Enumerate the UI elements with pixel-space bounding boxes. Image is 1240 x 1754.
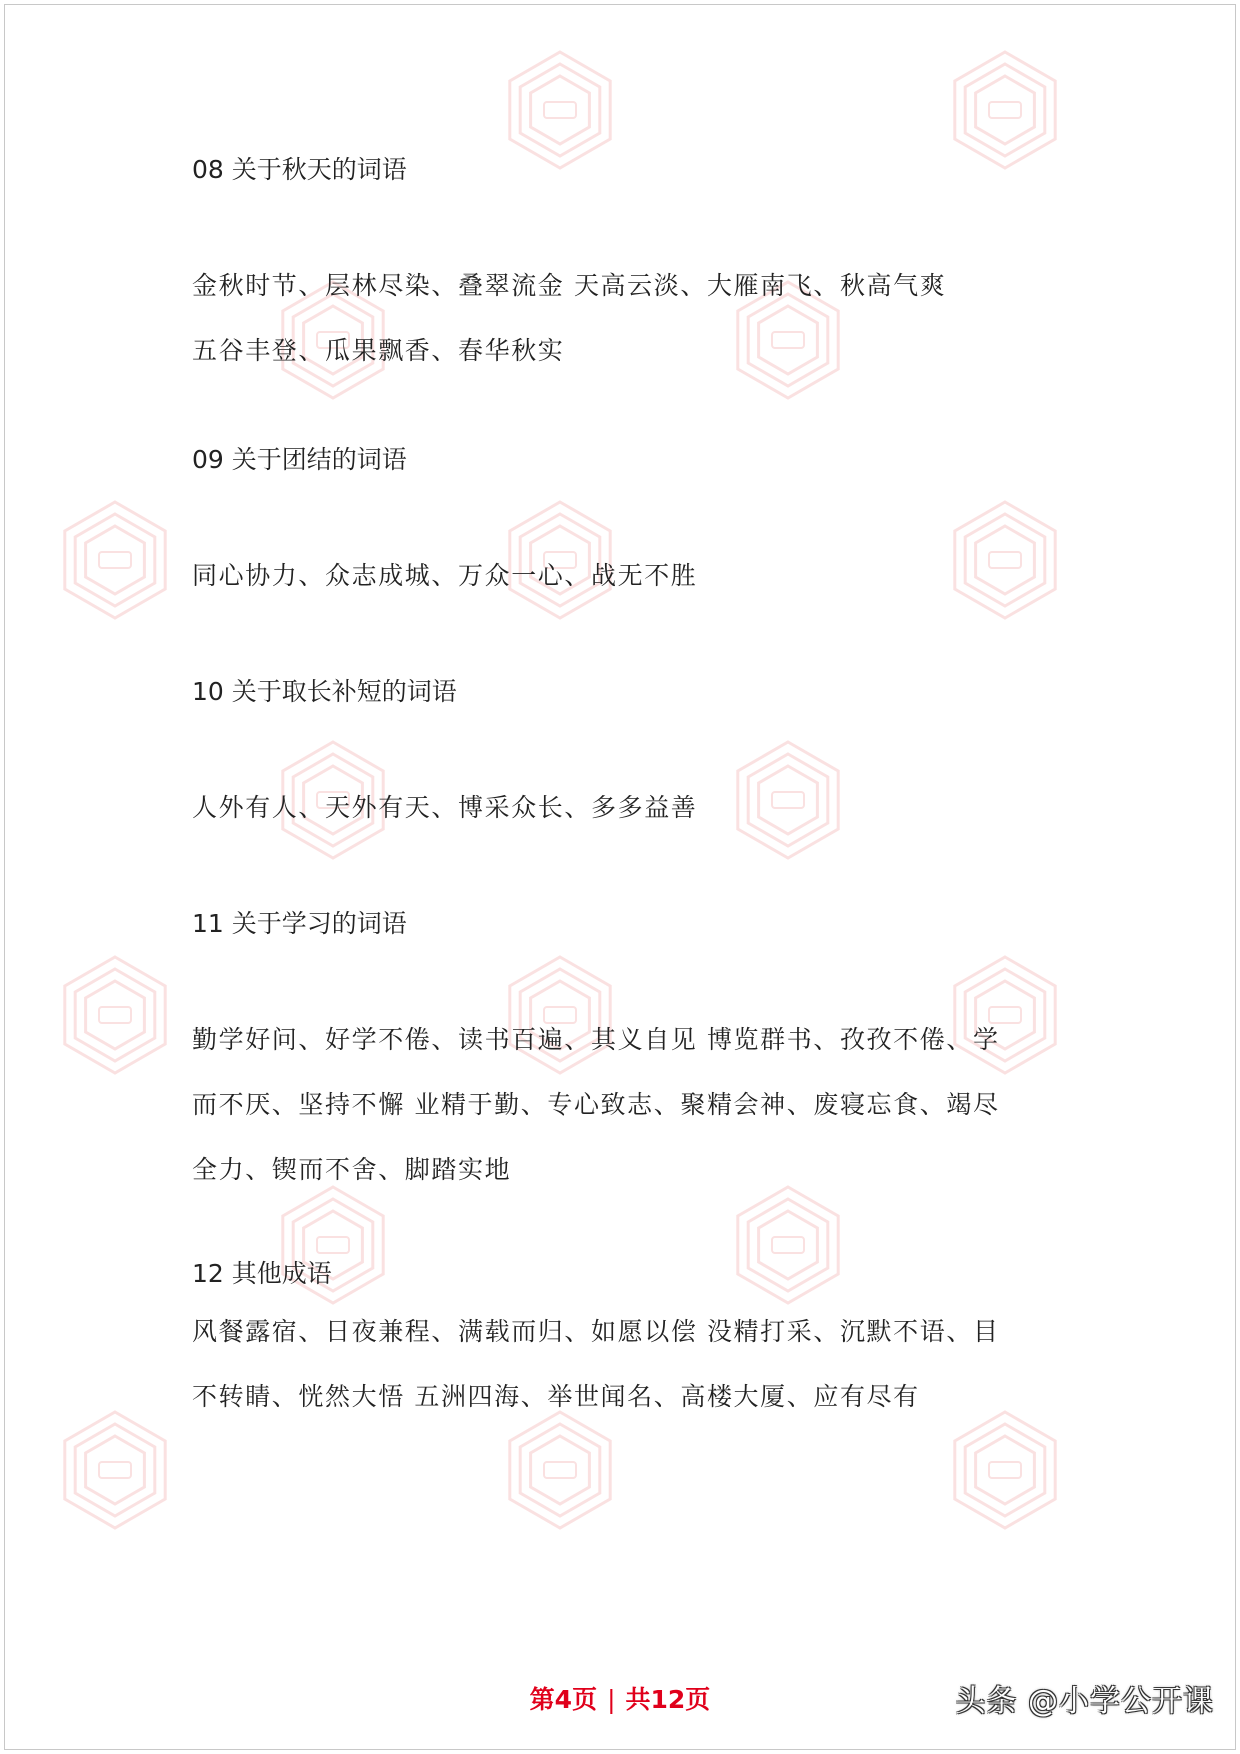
current-page: 第4页 [529, 1685, 598, 1714]
section-autumn [192, 153, 1062, 187]
watermark-hexagon-icon [955, 1412, 1055, 1528]
body-line: 勤学好问、好学不倦、读书百遍、其义自见 博览群书、孜孜不倦、学 [192, 1025, 1000, 1054]
watermark-hexagon-icon [510, 1412, 610, 1528]
watermark-hexagon-icon [65, 1412, 165, 1528]
total-pages: 共12页 [625, 1685, 711, 1714]
section-strengths [192, 675, 1062, 709]
section-unity [192, 443, 1062, 477]
watermark-hexagon-icon [510, 52, 610, 168]
body-line: 同心协力、众志成城、万众一心、战无不胜 [192, 561, 698, 590]
body-line: 金秋时节、层林尽染、叠翠流金 天高云淡、大雁南飞、秋高气爽 [192, 271, 947, 300]
body-line: 而不厌、坚持不懈 业精于勤、专心致志、聚精会神、废寝忘食、竭尽 [192, 1090, 1000, 1119]
document-page [4, 4, 1236, 1750]
source-watermark: 头条 @小学公开课 [955, 1684, 1214, 1719]
body-line: 全力、锲而不舍、脚踏实地 [192, 1155, 512, 1184]
section-heading: 09 关于团结的词语 [192, 445, 407, 474]
watermark-hexagon-icon [955, 52, 1055, 168]
section-unity-body [192, 543, 1062, 608]
page-separator: | [607, 1685, 616, 1714]
section-other-body [192, 1299, 1062, 1429]
body-line: 五谷丰登、瓜果飘香、春华秋实 [192, 336, 565, 365]
section-other [192, 1257, 1062, 1291]
body-line: 不转睛、恍然大悟 五洲四海、举世闻名、高楼大厦、应有尽有 [192, 1382, 920, 1411]
section-study-body [192, 1007, 1062, 1202]
watermark-hexagon-icon [65, 957, 165, 1073]
section-heading: 08 关于秋天的词语 [192, 155, 407, 184]
watermark-hexagon-icon [65, 502, 165, 618]
body-line: 人外有人、天外有天、博采众长、多多益善 [192, 793, 698, 822]
section-strengths-body [192, 775, 1062, 840]
section-study [192, 907, 1062, 941]
section-heading: 10 关于取长补短的词语 [192, 677, 457, 706]
body-line: 风餐露宿、日夜兼程、满载而归、如愿以偿 没精打采、沉默不语、目 [192, 1317, 1000, 1346]
section-heading: 12 其他成语 [192, 1259, 332, 1288]
section-autumn-body [192, 253, 1062, 383]
section-heading: 11 关于学习的词语 [192, 909, 407, 938]
